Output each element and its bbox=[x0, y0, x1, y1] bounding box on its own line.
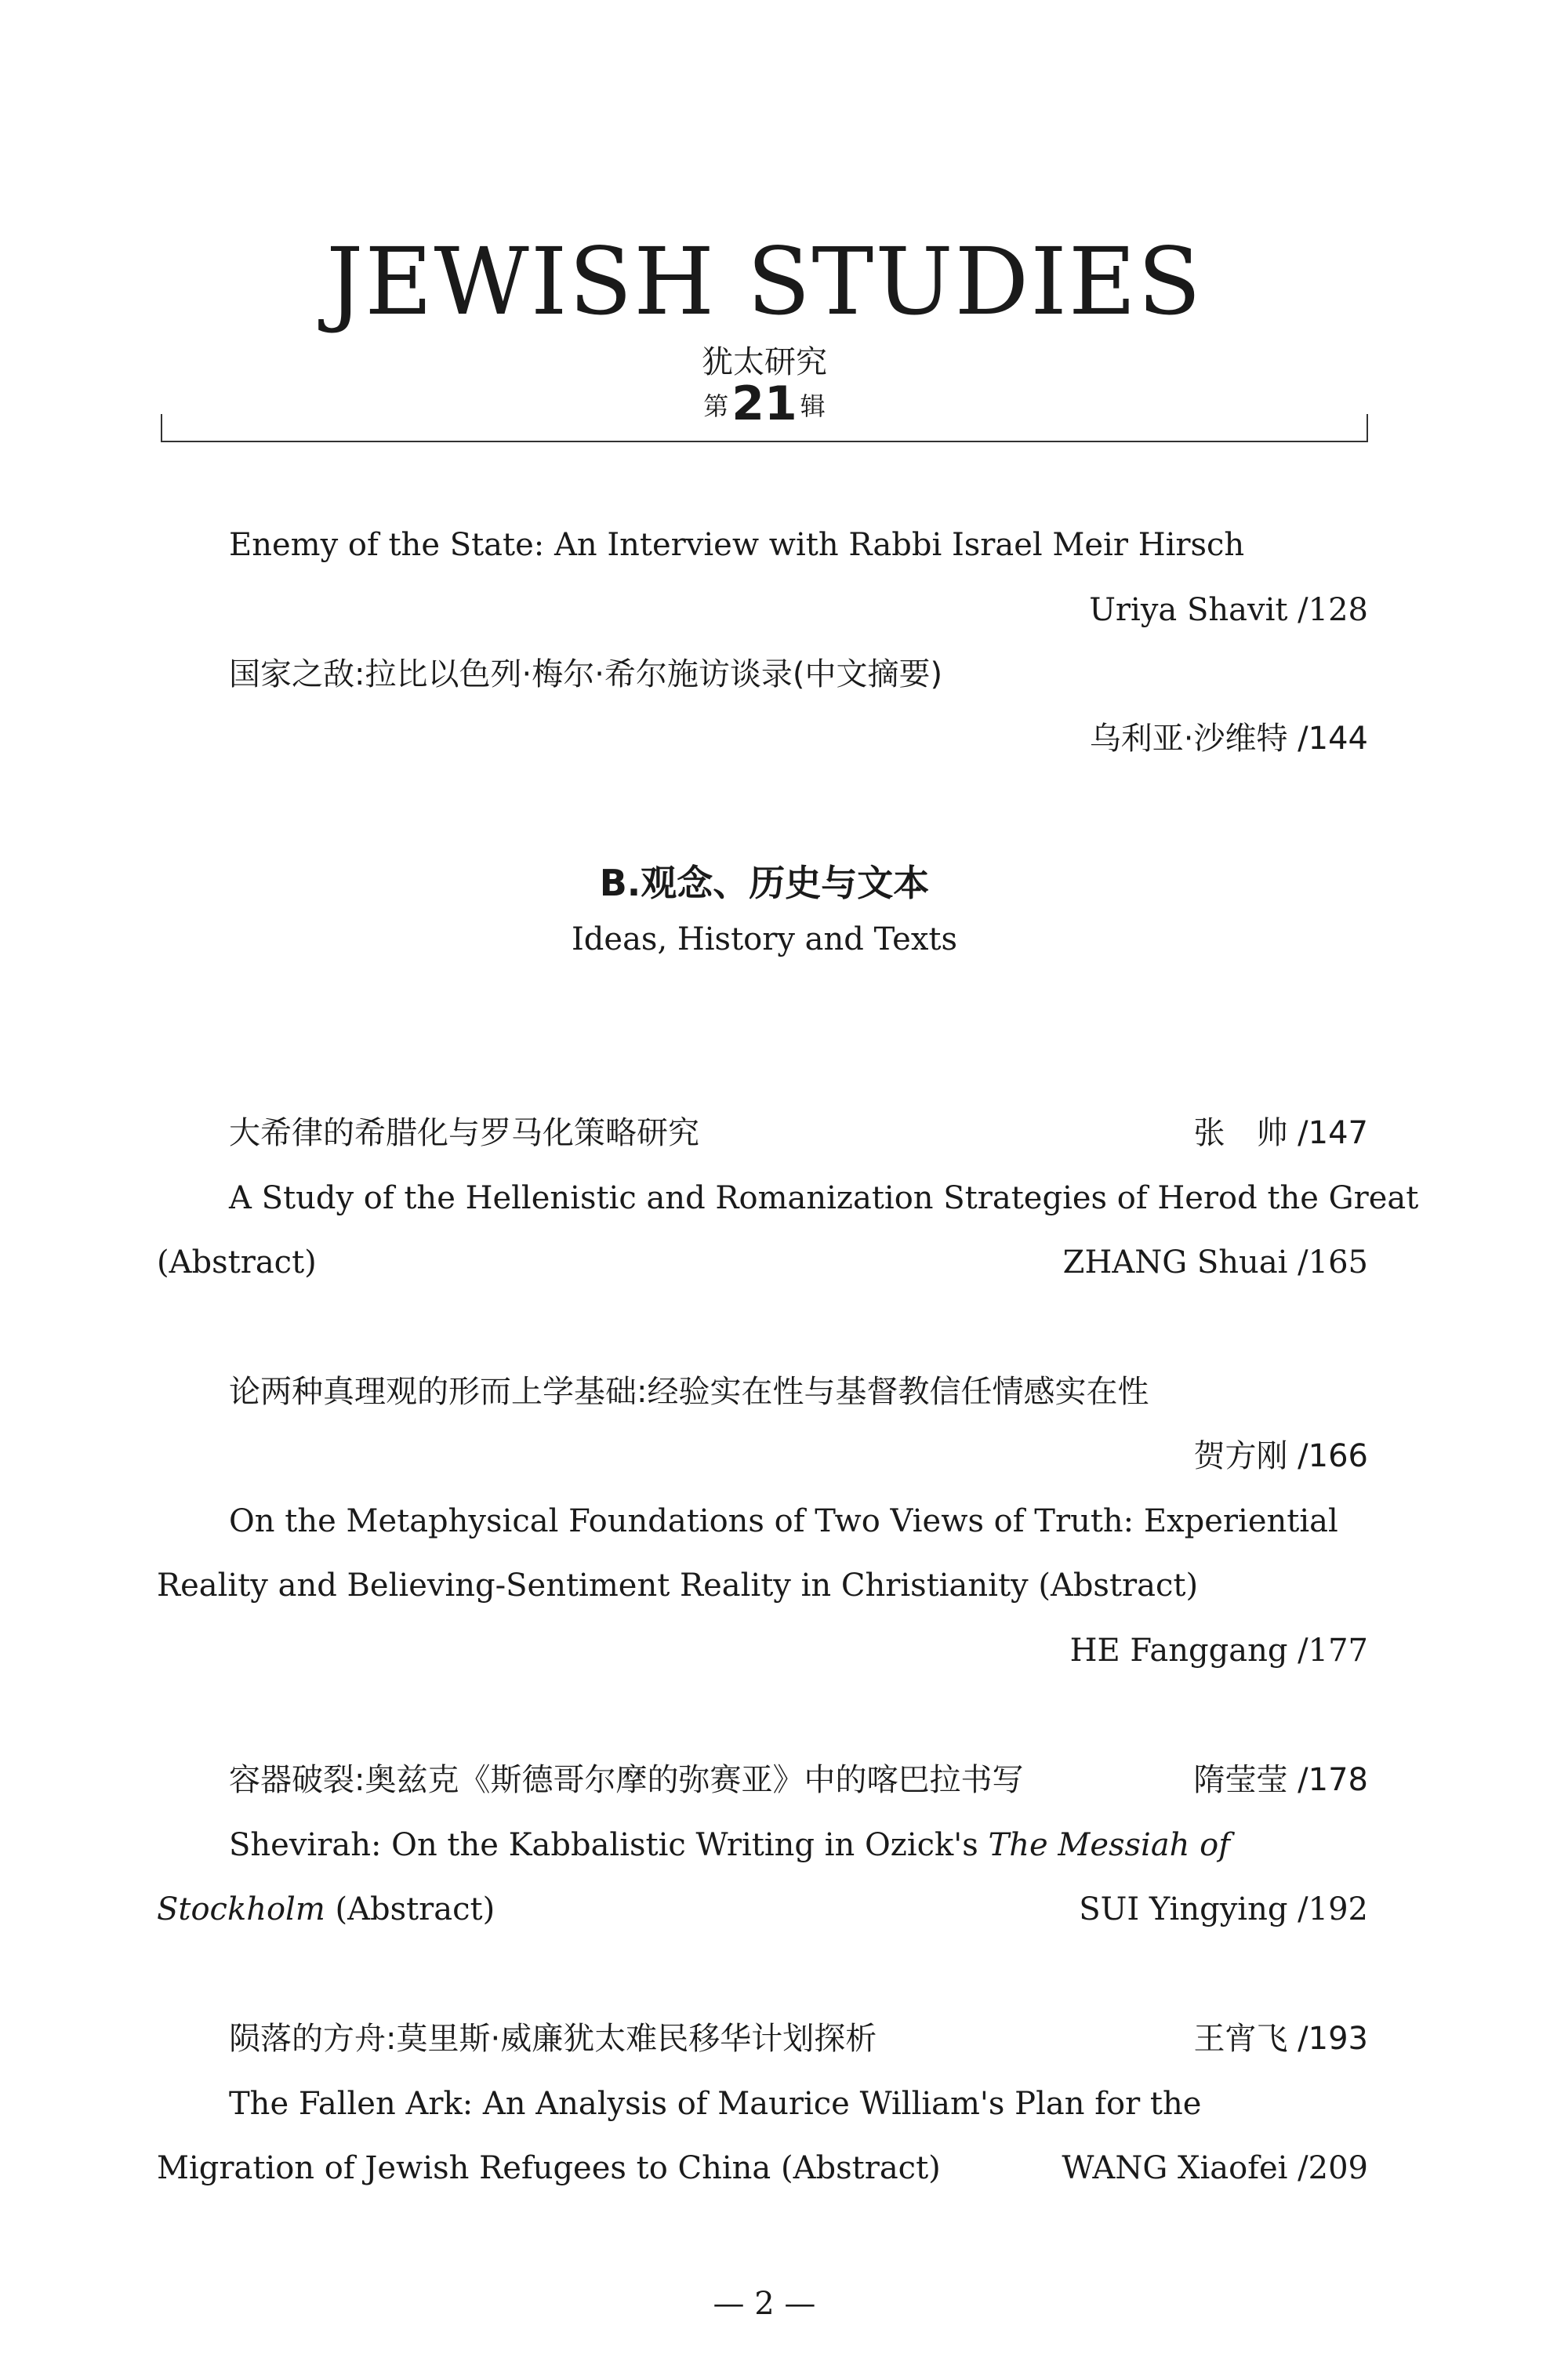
toc-entry-title: 国家之敌:拉比以色列·梅尔·希尔施访谈录(中文摘要) bbox=[229, 656, 943, 692]
toc-entry-title bbox=[229, 1829, 1230, 1861]
toc-entry-title: Migration of Jewish Refugees to China (Abstract) bbox=[157, 2150, 941, 2186]
page-number: — 2 — bbox=[713, 2286, 816, 2322]
toc-entry-title: A Study of the Hellenistic and Romanization Strategies of Herod the Great bbox=[229, 1180, 1419, 1216]
toc-title-part: (Abstract) bbox=[335, 1891, 495, 1927]
toc-entry-author: 乌利亚·沙维特 /144 bbox=[1089, 721, 1368, 757]
toc-entry-title: On the Metaphysical Foundations of Two Views of Truth: Experiential bbox=[229, 1503, 1338, 1539]
toc-title-part: Shevirah: On the Kabbalistic Writing in Ozick's bbox=[229, 1827, 978, 1863]
toc-entry-author: Uriya Shavit /128 bbox=[1089, 592, 1368, 628]
toc-title-italic: Stockholm bbox=[157, 1891, 325, 1927]
toc-title-italic: The Messiah of bbox=[988, 1827, 1231, 1863]
section-heading-cn: B.观念、历史与文本 bbox=[599, 862, 930, 904]
toc-entry-title: Reality and Believing-Sentiment Reality in Christianity (Abstract) bbox=[157, 1568, 1199, 1604]
toc-entry-title: 容器破裂:奥兹克《斯德哥尔摩的弥赛亚》中的喀巴拉书写 bbox=[229, 1762, 1024, 1798]
journal-title-cn: 犹太研究 bbox=[702, 344, 827, 380]
issue-number: 21 bbox=[731, 376, 797, 431]
toc-entry-author: SUI Yingying /192 bbox=[1079, 1891, 1368, 1927]
toc-entry-title: 论两种真理观的形而上学基础:经验实在性与基督教信任情感实在性 bbox=[229, 1374, 1149, 1410]
section-heading-en: Ideas, History and Texts bbox=[571, 921, 957, 957]
journal-title: JEWISH STUDIES bbox=[326, 227, 1203, 336]
toc-entry-title: 陨落的方舟:莫里斯·威廉犹太难民移华计划探析 bbox=[229, 2021, 877, 2057]
issue-label bbox=[0, 376, 1529, 431]
toc-entry-author: 王宵飞 /193 bbox=[1193, 2021, 1368, 2057]
toc-entry-title: Enemy of the State: An Interview with Rabbi Israel Meir Hirsch bbox=[229, 527, 1245, 563]
issue-suffix: 辑 bbox=[800, 391, 826, 421]
toc-entry-author: 隋莹莹 /178 bbox=[1193, 1762, 1368, 1798]
toc-entry-author: HE Fanggang /177 bbox=[1069, 1633, 1368, 1669]
toc-entry-author: WANG Xiaofei /209 bbox=[1062, 2150, 1368, 2186]
toc-entry-author: 张 帅 /147 bbox=[1193, 1115, 1368, 1151]
issue-prefix: 第 bbox=[703, 391, 729, 421]
toc-entry-title: The Fallen Ark: An Analysis of Maurice William's Plan for the bbox=[229, 2086, 1202, 2122]
header-rule-right-tick bbox=[1367, 414, 1368, 442]
header-rule bbox=[161, 441, 1368, 442]
toc-entry-author: 贺方刚 /166 bbox=[1193, 1438, 1368, 1474]
toc-entry-title bbox=[157, 1891, 495, 1927]
toc-entry-title: (Abstract) bbox=[157, 1244, 317, 1281]
header-rule-left-tick bbox=[161, 414, 162, 442]
toc-entry-title: 大希律的希腊化与罗马化策略研究 bbox=[229, 1115, 699, 1151]
toc-entry-author: ZHANG Shuai /165 bbox=[1062, 1244, 1368, 1281]
